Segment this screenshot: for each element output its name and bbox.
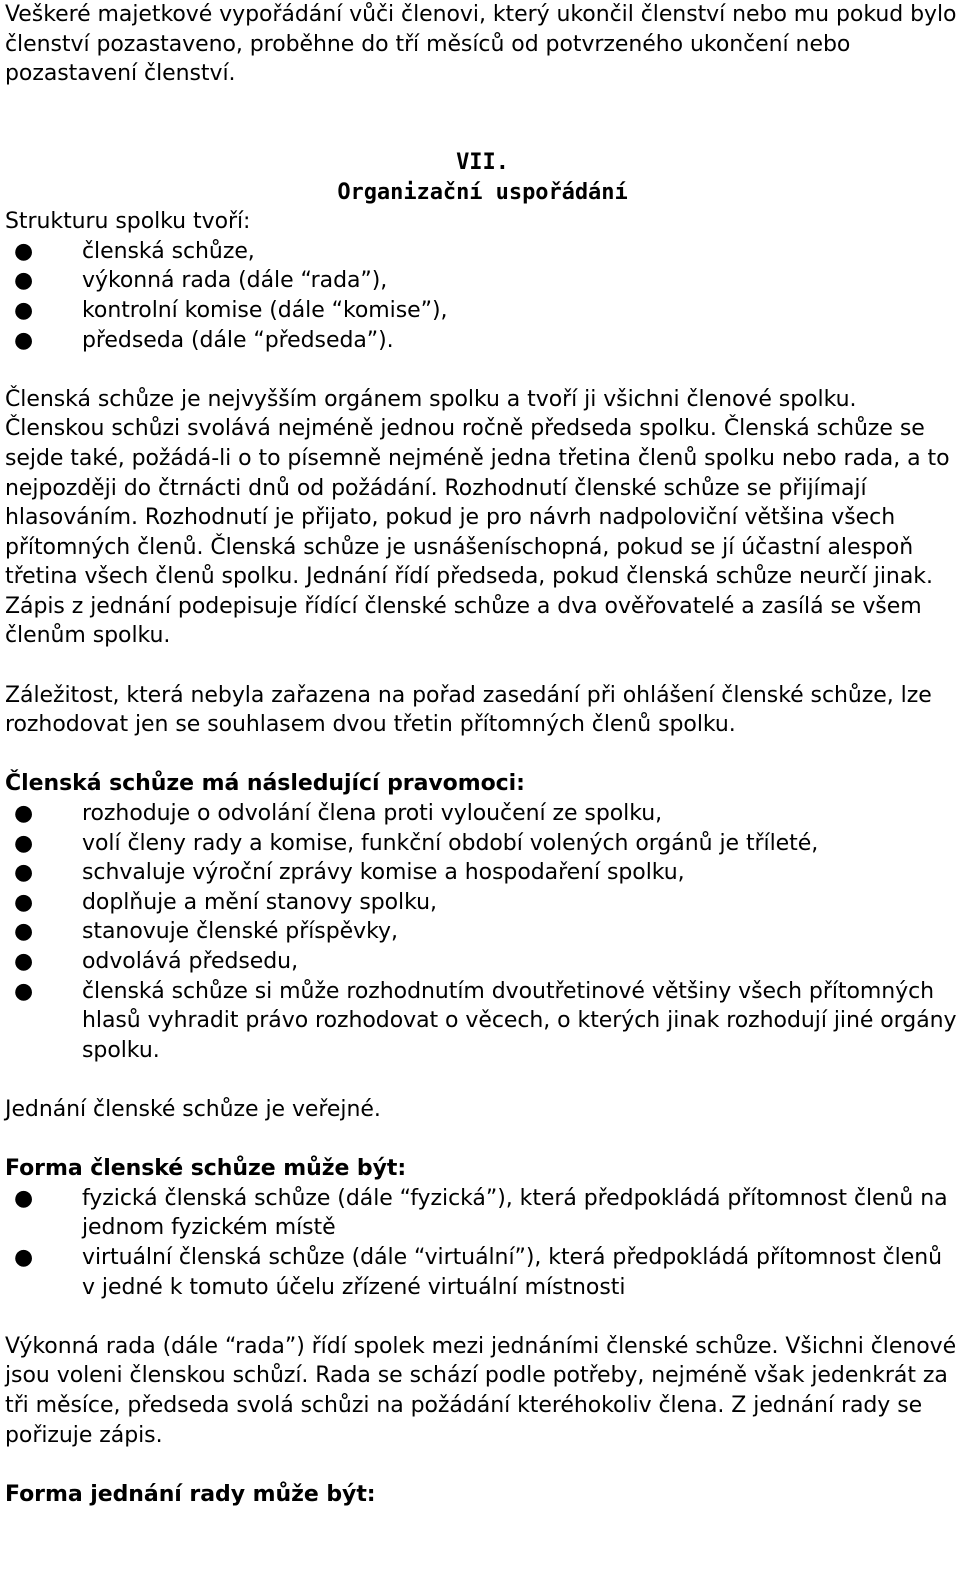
list-item-text: kontrolní komise (dále “komise”), [82,297,448,323]
list-item [5,266,960,296]
spacer [5,1302,960,1332]
bullet-icon: ● [14,297,34,323]
bullet-icon: ● [14,1185,34,1211]
bullet-icon: ● [14,919,34,945]
bullet-icon: ● [14,949,34,974]
list-item-text: rozhoduje o odvolání člena proti vyloučení ze spolku, [82,801,663,827]
list-item-text: doplňuje a mění stanovy spolku, [82,889,437,915]
board-form-heading: Forma jednání rady může být: [5,1481,376,1507]
structure-list [5,237,960,355]
list-item [5,888,960,918]
structure-intro: Strukturu spolku tvoří: [5,209,251,235]
list-item [5,1243,960,1302]
list-item [5,829,960,859]
form-heading: Forma členské schůze může být: [5,1156,407,1182]
bullet-icon: ● [14,801,34,827]
list-item-text: stanovuje členské příspěvky, [82,919,398,945]
list-item [5,977,960,1066]
bullet-icon: ● [14,327,34,353]
list-item [5,296,960,326]
intro-paragraph: Veškeré majetkové vypořádání vůči členovi, který ukončil členství nebo mu pokud bylo členství pozastaveno, proběhne do tří měsíců od potvrzeného ukončení nebo pozastavení členství. [5,2,957,87]
list-item [5,858,960,888]
bullet-icon: ● [14,1244,34,1270]
spacer [5,89,960,148]
list-item-text: fyzická členská schůze (dále “fyzická”), která předpokládá přítomnost členů na jednom fyzickém místě [82,1185,948,1241]
bullet-icon: ● [14,268,34,294]
list-item-text: předseda (dále “předseda”). [82,327,394,353]
spacer [5,1065,960,1095]
list-item-text: členská schůze si může rozhodnutím dvoutřetinové většiny všech přítomných hlasů vyhradit právo rozhodovat o věcech, o kterých jinak rozhodují jiné orgány spolku. [82,978,957,1063]
board-paragraph: Výkonná rada (dále “rada”) řídí spolek mezi jednáními členské schůze. Všichni členové jsou voleni členskou schůzí. Rada se schází podle potřeby, nejméně však jedenkrát za tři měsíce, předseda svolá schůzi na požádání kteréhokoliv člena. Z jednání rady se pořizuje zápis. [5,1333,957,1448]
powers-list [5,799,960,1065]
powers-heading: Členská schůze má následující pravomoci: [5,771,525,797]
list-item-text: virtuální členská schůze (dále “virtuální”), která předpokládá přítomnost členů v jedné k tomuto účelu zřízené virtuální místnosti [82,1244,942,1300]
list-item [5,1184,960,1243]
list-item [5,947,960,977]
list-item [5,917,960,947]
list-item-text: odvolává předsedu, [82,949,299,974]
member-meeting-paragraph: Členská schůze je nejvyšším orgánem spolku a tvoří ji všichni členové spolku. Členskou schůzi svolává nejméně jednou ročně předseda spolku. Členská schůze se sejde také, požádá-li o to písemně nejméně jedna třetina členů spolku nebo rada, a to nejpozději do čtrnácti dnů od požádání. Rozhodnutí členské schůze se přijímají hlasováním. Rozhodnutí je přijato, pokud je pro návrh nadpoloviční většina všech přítomných členů. Členská schůze je usnášeníschopná, pokud se jí účastní alespoň třetina všech členů spolku. Jednání řídí předseda, pokud členská schůze neurčí jinak. Zápis z jednání podepisuje řídící členské schůze a dva ověřovatelé a zasílá se všem členům spolku. [5,386,950,649]
spacer [5,1125,960,1155]
list-item-text: volí členy rady a komise, funkční období volených orgánů je tříleté, [82,830,819,856]
public-paragraph: Jednání členské schůze je veřejné. [5,1096,381,1122]
bullet-icon: ● [14,830,34,856]
agenda-paragraph: Záležitost, která nebyla zařazena na pořad zasedání při ohlášení členské schůze, lze rozhodovat jen se souhlasem dvou třetin přítomných členů spolku. [5,682,932,738]
list-item-text: členská schůze, [82,238,255,264]
list-item-text: schvaluje výroční zprávy komise a hospodaření spolku, [82,860,685,886]
section-number: VII. [456,149,509,175]
spacer [5,740,960,770]
list-item-text: výkonná rada (dále “rada”), [82,268,388,294]
form-list [5,1184,960,1302]
spacer [5,651,960,681]
list-item [5,237,960,267]
section-title: Organizační uspořádání [337,179,628,205]
bullet-icon: ● [14,978,34,1004]
list-item [5,799,960,829]
bullet-icon: ● [14,860,34,886]
list-item [5,326,960,356]
bullet-icon: ● [14,238,34,264]
spacer [5,355,960,385]
bullet-icon: ● [14,889,34,915]
spacer [5,1450,960,1480]
